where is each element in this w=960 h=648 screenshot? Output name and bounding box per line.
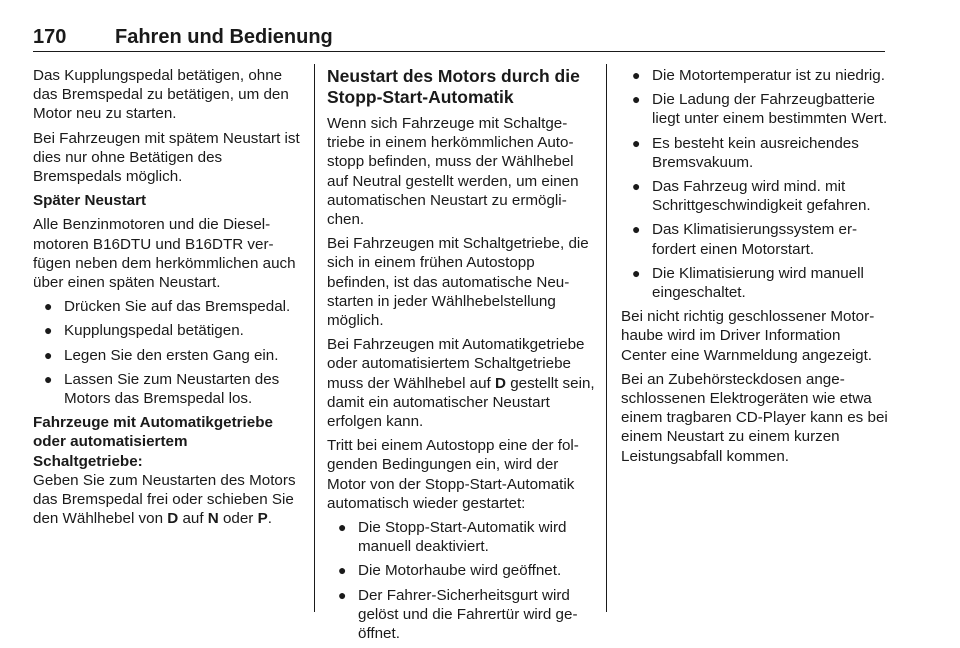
bullet-icon: ● bbox=[632, 221, 641, 238]
list-item: ● Die Motortemperatur ist zu niedrig. bbox=[632, 67, 885, 84]
column-divider-1 bbox=[314, 64, 315, 612]
bullet-icon: ● bbox=[44, 298, 53, 315]
section-title: Fahren und Bedienung bbox=[115, 26, 333, 48]
page-number: 170 bbox=[33, 26, 67, 48]
list-item: ● Das Fahrzeug wird mind. mit Schrittgeschwindigkeit gefahren. bbox=[632, 178, 871, 215]
heading-stop-start-restart: Neustart des Motors durch die Stopp-Start-Automatik bbox=[327, 66, 580, 107]
list-item: ● Die Ladung der Fahrzeugbatterie liegt unter einem bestimmten Wert. bbox=[632, 91, 888, 128]
header-rule bbox=[33, 51, 885, 52]
paragraph: Bei Fahrzeugen mit Automatikgetriebe oder automatisiertem Schaltgetriebe muss der Wählhebel auf D gestellt sein, damit ein automatischer Neustart erfolgen kann. bbox=[327, 336, 595, 431]
bullet-icon: ● bbox=[44, 346, 53, 363]
bullet-icon: ● bbox=[338, 586, 347, 603]
paragraph: Bei an Zubehörsteckdosen angeschlossenen Elektrogeräten wie etwa einem tragbaren CD-Player kann es bei einem Neustart zu einem kurzen Leistungsabfall kommen. bbox=[621, 370, 888, 465]
paragraph: Alle Benzinmotoren und die Dieselmotoren B16DTU und B16DTR verfügen neben dem herkömmlichen auch über einen späten Neustart. bbox=[33, 216, 296, 292]
list-item: ● Der Fahrer-Sicherheitsgurt wird gelöst und die Fahrertür wird geöffnet. bbox=[338, 586, 578, 643]
column-1 bbox=[33, 66, 301, 533]
bullet-icon: ● bbox=[632, 178, 641, 195]
list-item: ● Legen Sie den ersten Gang ein. bbox=[44, 346, 279, 364]
list-item: ● Die Motorhaube wird geöffnet. bbox=[338, 562, 562, 580]
bullet-list bbox=[621, 66, 889, 302]
bullet-icon: ● bbox=[44, 370, 53, 387]
bullet-icon: ● bbox=[632, 67, 641, 83]
paragraph: Tritt bei einem Autostopp eine der folgenden Bedingungen ein, wird der Motor von der Stopp-Start-Automatik automatisch wieder gestartet: bbox=[327, 437, 579, 512]
paragraph: Bei Fahrzeugen mit spätem Neustart ist dies nur ohne Betätigen des Bremspedals möglich. bbox=[33, 129, 300, 186]
list-item: ● Lassen Sie zum Neustarten des Motors das Bremspedal los. bbox=[44, 370, 280, 408]
paragraph: Geben Sie zum Neustarten des Motors das Bremspedal frei oder schieben Sie den Wählhebel von D auf N oder P. bbox=[33, 471, 296, 528]
bullet-icon: ● bbox=[632, 134, 641, 151]
bullet-icon: ● bbox=[632, 91, 641, 108]
bullet-icon: ● bbox=[338, 519, 347, 536]
page-header bbox=[33, 26, 885, 52]
bullet-list bbox=[327, 518, 595, 643]
subheading-late-restart: Später Neustart bbox=[33, 192, 147, 210]
bullet-icon: ● bbox=[338, 562, 347, 579]
list-item: ● Die Stopp-Start-Automatik wird manuell deaktiviert. bbox=[338, 519, 567, 556]
list-item: ● Drücken Sie auf das Bremspedal. bbox=[44, 298, 291, 316]
bullet-icon: ● bbox=[632, 264, 641, 281]
paragraph: Das Kupplungspedal betätigen, ohne das Bremspedal zu betätigen, um den Motor neu zu starten. bbox=[33, 67, 289, 123]
bullet-list bbox=[33, 297, 301, 408]
column-divider-2 bbox=[606, 64, 607, 612]
column-2 bbox=[327, 66, 595, 648]
paragraph: Wenn sich Fahrzeuge mit Schaltgetriebe in einem herkömmlichen Autostopp befinden, muss der Wählhebel auf Neutral gestellt werden, um einen automatischen Neustart zu ermöglichen. bbox=[327, 115, 579, 229]
list-item: ● Es besteht kein ausreichendes Bremsvakuum. bbox=[632, 134, 859, 171]
paragraph: Bei Fahrzeugen mit Schaltgetriebe, die sich in einem frühen Autostopp befinden, ist das automatische Neustarten in jeder Wählhebelstellung möglich. bbox=[327, 235, 589, 330]
paragraph: Bei nicht richtig geschlossener Motorhaube wird im Driver Information Center eine Warnmeldung angezeigt. bbox=[621, 308, 875, 364]
bullet-icon: ● bbox=[44, 322, 53, 339]
list-item: ● Kupplungspedal betätigen. bbox=[44, 322, 244, 340]
list-item: ● Die Klimatisierung wird manuell eingeschaltet. bbox=[632, 264, 864, 302]
subheading-automatic: Fahrzeuge mit Automatikgetriebe oder automatisiertem Schaltgetriebe: bbox=[33, 414, 273, 470]
list-item: ● Das Klimatisierungssystem erfordert einen Motorstart. bbox=[632, 221, 858, 258]
column-3 bbox=[621, 66, 889, 471]
